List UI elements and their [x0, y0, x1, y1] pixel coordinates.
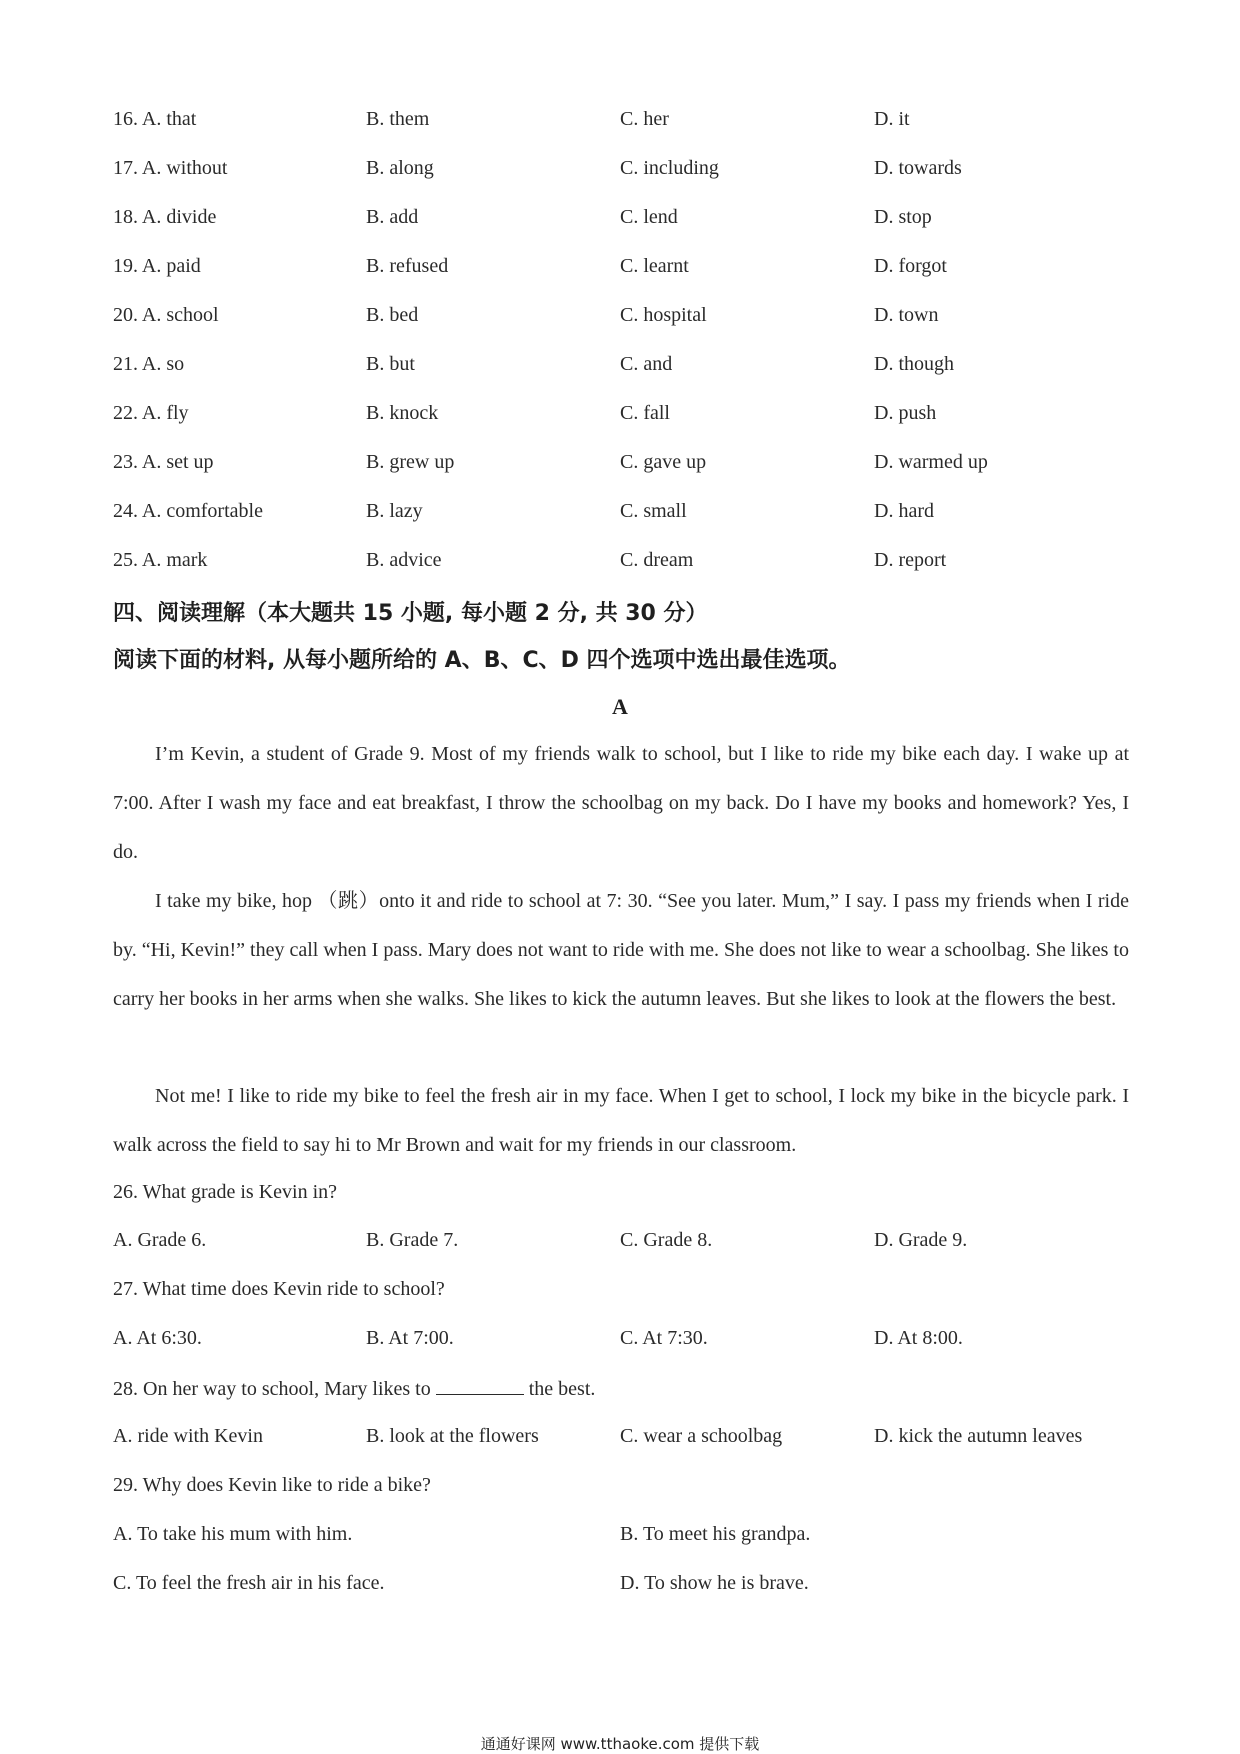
question-27-stem: 27. What time does Kevin ride to school? [113, 1278, 445, 1300]
option-b: B. advice [366, 549, 442, 571]
option-b: B. knock [366, 402, 439, 424]
option-d: D. kick the autumn leaves [874, 1425, 1083, 1447]
option-d: D. Grade 9. [874, 1229, 968, 1251]
cloze-options-21 [0, 353, 1240, 383]
option-d: D. town [874, 304, 939, 326]
option-a: 18. A. divide [113, 206, 217, 228]
option-d: D. At 8:00. [874, 1327, 963, 1349]
cloze-options-20 [0, 304, 1240, 334]
option-b: B. along [366, 157, 434, 179]
option-b: B. To meet his grandpa. [620, 1523, 811, 1545]
option-d: D. push [874, 402, 937, 424]
cloze-options-24 [0, 500, 1240, 530]
option-a: A. To take his mum with him. [113, 1523, 353, 1545]
question-28-stem [113, 1376, 595, 1401]
cloze-options-16 [0, 108, 1240, 138]
option-d: D. towards [874, 157, 962, 179]
option-b: B. them [366, 108, 430, 130]
option-c: C. learnt [620, 255, 689, 277]
option-a: 24. A. comfortable [113, 500, 263, 522]
option-b: B. refused [366, 255, 449, 277]
option-c: C. wear a schoolbag [620, 1425, 783, 1447]
cloze-options-19 [0, 255, 1240, 285]
question-26-stem: 26. What grade is Kevin in? [113, 1181, 338, 1203]
question-29-options-cd [0, 1572, 1240, 1602]
cloze-options-22 [0, 402, 1240, 432]
option-a: A. At 6:30. [113, 1327, 202, 1349]
option-c: C. dream [620, 549, 694, 571]
option-c: C. To feel the fresh air in his face. [113, 1572, 385, 1594]
option-c: C. fall [620, 402, 670, 424]
question-28-stem-before: 28. On her way to school, Mary likes to [113, 1378, 431, 1400]
option-a: 22. A. fly [113, 402, 189, 424]
option-b: B. grew up [366, 451, 455, 473]
option-d: D. it [874, 108, 910, 130]
option-b: B. add [366, 206, 419, 228]
passage-title: A [612, 694, 628, 719]
option-d: D. stop [874, 206, 932, 228]
option-b: B. Grade 7. [366, 1229, 459, 1251]
cloze-options-18 [0, 206, 1240, 236]
option-a: 21. A. so [113, 353, 185, 375]
option-d: D. though [874, 353, 954, 375]
option-c: C. At 7:30. [620, 1327, 708, 1349]
option-a: 25. A. mark [113, 549, 208, 571]
question-29-options-ab [0, 1523, 1240, 1553]
passage-paragraph-1: I’m Kevin, a student of Grade 9. Most of my friends walk to school, but I like to ride my bike each day. I wake up at 7:00. After I wash my face and eat breakfast, I throw the schoolbag on my back. Do I have my books and homework? Yes, I do. [113, 743, 1129, 863]
option-b: B. bed [366, 304, 419, 326]
option-a: 16. A. that [113, 108, 197, 130]
option-a: 17. A. without [113, 157, 228, 179]
option-c: C. gave up [620, 451, 707, 473]
question-29-stem: 29. Why does Kevin like to ride a bike? [113, 1474, 431, 1496]
question-26-options [0, 1229, 1240, 1259]
option-b: B. look at the flowers [366, 1425, 539, 1447]
option-c: C. lend [620, 206, 678, 228]
cloze-options-17 [0, 157, 1240, 187]
option-d: D. forgot [874, 255, 947, 277]
option-c: C. including [620, 157, 719, 179]
question-28-stem-after: the best. [528, 1378, 596, 1400]
option-d: D. warmed up [874, 451, 988, 473]
option-a: A. ride with Kevin [113, 1425, 263, 1447]
section-heading: 四、阅读理解（本大题共 15 小题, 每小题 2 分, 共 30 分） [113, 601, 708, 626]
option-a: 23. A. set up [113, 451, 214, 473]
option-d: D. hard [874, 500, 934, 522]
option-c: C. her [620, 108, 669, 130]
passage-paragraph-2: I take my bike, hop （跳）onto it and ride to school at 7: 30. “See you later. Mum,” I say. I pass my friends when I ride by. “Hi, Kevin!” they call when I pass. Mary does not want to ride with me. She does not like to wear a schoolbag. She likes to carry her books in her arms when she walks. She likes to kick the autumn leaves. But she likes to look at the flowers the best. [113, 890, 1129, 1010]
option-d: D. To show he is brave. [620, 1572, 809, 1594]
option-a: 20. A. school [113, 304, 219, 326]
option-c: C. hospital [620, 304, 707, 326]
passage-paragraph-3: Not me! I like to ride my bike to feel the fresh air in my face. When I get to school, I lock my bike in the bicycle park. I walk across the field to say hi to Mr Brown and wait for my friends in our classroom. [113, 1085, 1129, 1156]
section-instruction: 阅读下面的材料, 从每小题所给的 A、B、C、D 四个选项中选出最佳选项。 [113, 648, 851, 673]
option-c: C. Grade 8. [620, 1229, 713, 1251]
option-b: B. At 7:00. [366, 1327, 454, 1349]
option-c: C. and [620, 353, 673, 375]
option-a: A. Grade 6. [113, 1229, 207, 1251]
option-b: B. lazy [366, 500, 423, 522]
question-27-options [0, 1327, 1240, 1357]
option-b: B. but [366, 353, 415, 375]
option-c: C. small [620, 500, 687, 522]
cloze-options-23 [0, 451, 1240, 481]
option-d: D. report [874, 549, 947, 571]
option-a: 19. A. paid [113, 255, 201, 277]
question-28-options [0, 1425, 1240, 1455]
cloze-options-25 [0, 549, 1240, 579]
footer-watermark: 通通好课网 www.tthaoke.com 提供下载 [480, 1735, 760, 1753]
answer-blank [436, 1376, 524, 1395]
